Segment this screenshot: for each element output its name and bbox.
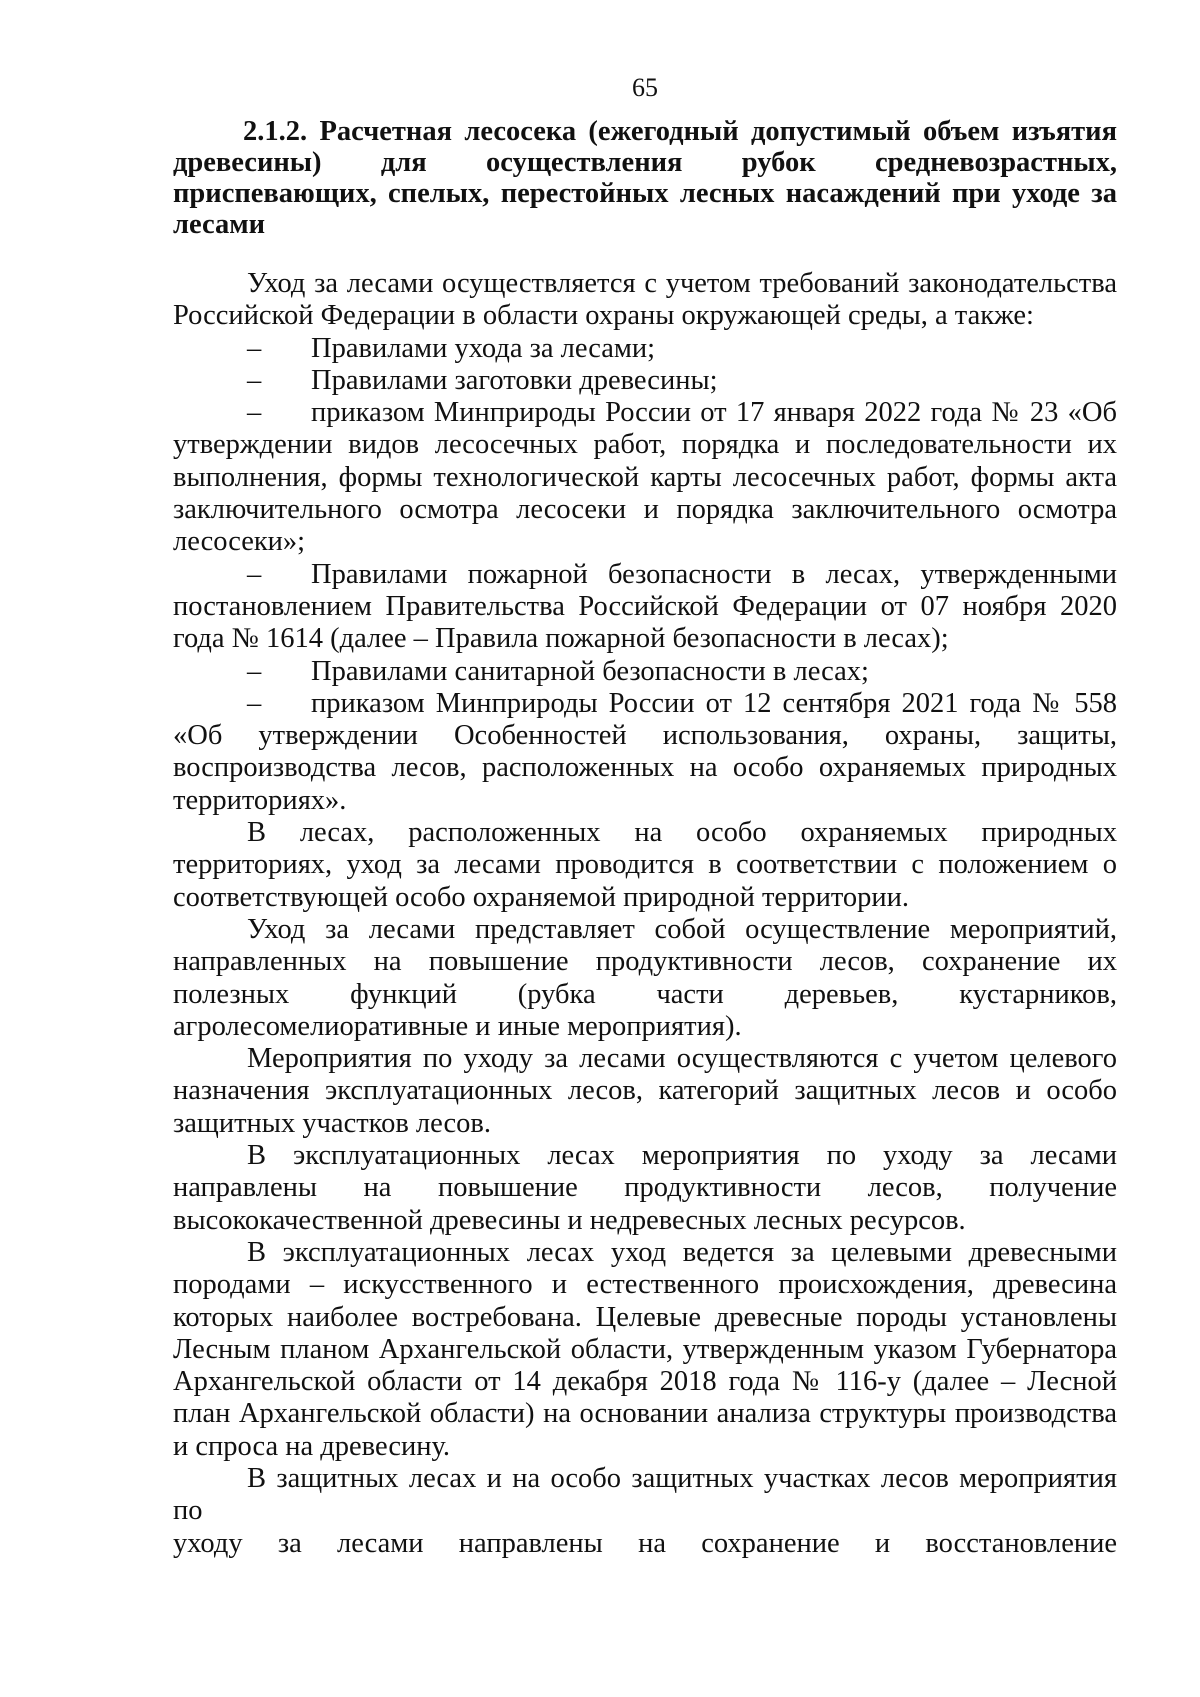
section-title: 2.1.2. Расчетная лесосека (ежегодный допустимый объем изъятия древесины) для осуществления рубок средневозрастных, приспевающих, спелых, перестойных лесных насаждений при уходе за лесами <box>173 116 1117 240</box>
intro-paragraph: Уход за лесами осуществляется с учетом требований законодательства Российской Федерации в области охраны окружающей среды, а также: <box>173 268 1117 332</box>
document-page <box>173 72 1117 1560</box>
list-item-text: приказом Минприроды России от 17 января 2022 года № 23 «Об утверждении видов лесосечных работ, порядка и последовательности их выполнения, формы технологической карты лесосечных работ, формы акта заключительного осмотра лесосеки и порядка заключительного осмотра лесосеки»; <box>173 397 1117 558</box>
body-paragraph: В эксплуатационных лесах мероприятия по уходу за лесами направлены на повышение продуктивности лесов, получение высококачественной древесины и недревесных лесных ресурсов. <box>173 1140 1117 1236</box>
page-number: 65 <box>632 73 658 102</box>
dash-marker: – <box>247 397 262 429</box>
body-paragraph: В эксплуатационных лесах уход ведется за целевыми древесными породами – искусственного и естественного происхождения, древесина которых наиболее востребована. Целевые древесные породы установлены Лесным планом Архангельской области, утвержденным указом Губернатора Архангельской области от 14 декабря 2018 года № 116-у (далее – Лесной план Архангельской области) на основании анализа структуры производства и спроса на древесину. <box>173 1236 1117 1462</box>
regulations-list <box>173 333 1117 817</box>
list-item-text: Правилами заготовки древесины; <box>311 364 718 396</box>
list-item <box>173 688 1117 817</box>
dash-marker: – <box>247 687 262 719</box>
body-paragraph: Мероприятия по уходу за лесами осуществляются с учетом целевого назначения эксплуатационных лесов, категорий защитных лесов и особо защитных участков лесов. <box>173 1043 1117 1139</box>
list-item <box>173 333 1117 365</box>
list-item <box>173 397 1117 558</box>
list-item <box>173 365 1117 397</box>
list-item-text: Правилами санитарной безопасности в лесах; <box>311 655 869 687</box>
dash-marker: – <box>247 655 262 687</box>
body-paragraph: В защитных лесах и на особо защитных участках лесов мероприятия по <box>173 1462 1117 1527</box>
list-item-text: Правилами ухода за лесами; <box>311 332 656 364</box>
list-item-text: Правилами пожарной безопасности в лесах, утвержденными постановлением Правительства Российской Федерации от 07 ноября 2020 года № 1614 (далее – Правила пожарной безопасности в лесах); <box>173 558 1117 655</box>
body-paragraph: Уход за лесами представляет собой осуществление мероприятий, направленных на повышение продуктивности лесов, сохранение их полезных функций (рубка части деревьев, кустарников, агролесомелиоративные и иные мероприятия). <box>173 913 1117 1042</box>
list-item <box>173 656 1117 688</box>
body-paragraph: В лесах, расположенных на особо охраняемых природных территориях, уход за лесами проводится в соответствии с положением о соответствующей особо охраняемой природной территории. <box>173 817 1117 913</box>
dash-marker: – <box>247 332 262 364</box>
dash-marker: – <box>247 558 262 590</box>
body-paragraph-continuation: уходу за лесами направлены на сохранение и восстановление <box>173 1527 1117 1559</box>
dash-marker: – <box>247 364 262 396</box>
list-item-text: приказом Минприроды России от 12 сентября 2021 года № 558 «Об утверждении Особенностей использования, охраны, защиты, воспроизводства лесов, расположенных на особо охраняемых природных территориях». <box>173 687 1117 816</box>
list-item <box>173 559 1117 656</box>
